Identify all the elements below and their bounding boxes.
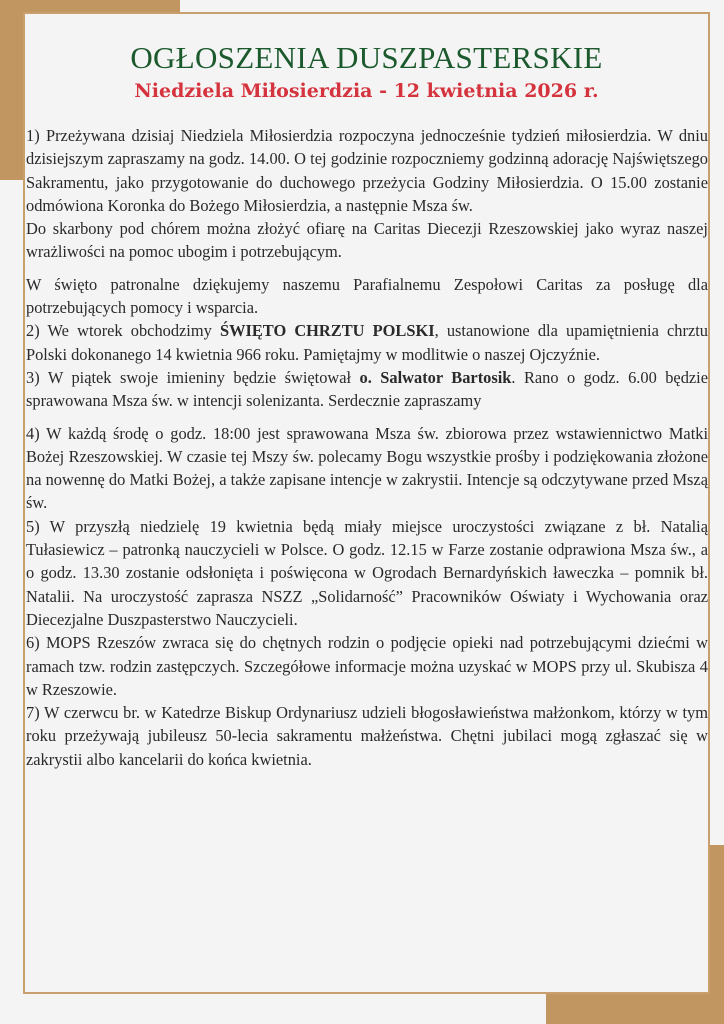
announcement-1: 1) Przeżywana dzisiaj Niedziela Miłosierdzia rozpoczyna jednocześnie tydzień miłosierdzia. W dniu dzisiejszym zapraszamy na godz. 14.00. O tej godzinie rozpoczniemy godzinną adorację Najświętszego Sakramentu, jako przygotowanie do duchowego przeżycia Godziny Miłosierdzia. O 15.00 zostanie odmówiona Koronka do Bożego Miłosierdzia, a następnie Msza św. [26, 126, 708, 215]
announcement-3-text-post: . Rano o godz. 6.00 będzie sprawowana Msza św. w intencji solenizanta. Serdecznie zapraszamy [26, 367, 709, 411]
announcement-frame [23, 12, 710, 994]
announcement-2-text-post: , ustanowione dla upamiętnienia chrztu Polski dokonanego 14 kwietnia 966 roku. Pamiętajmy w modlitwie o naszej Ojczyźnie. [26, 321, 708, 364]
announcement-1-caritas-offering: Do skarbony pod chórem można złożyć ofiarę na Caritas Diecezji Rzeszowskiej jako wyraz naszej wrażliwości na pomoc ubogim i potrzebującym. [26, 219, 708, 262]
announcement-2-highlight: ŚWIĘTO CHRZTU POLSKI [219, 321, 435, 341]
page-title: OGŁOSZENIA DUSZPASTERSKIE [130, 40, 603, 75]
announcement-3 [25, 366, 709, 413]
announcements-body [25, 124, 709, 771]
announcement-6: 6) MOPS Rzeszów zwraca się do chętnych rodzin o podjęcie opieki nad potrzebującymi dziećmi w ramach tzw. rodzin zastępczych. Szczegółowe informacje można uzyskać w MOPS przy ul. Skubisza 4 w Rzeszowie. [26, 633, 708, 699]
page-subtitle-date: Niedziela Miłosierdzia - 12 kwietnia 2026 r. [134, 80, 599, 102]
announcement-1-caritas-thanks: W święto patronalne dziękujemy naszemu Parafialnemu Zespołowi Caritas za posługę dla potrzebujących pomocy i wsparcia. [26, 274, 708, 318]
announcement-3-text-pre: 3) W piątek swoje imieniny będzie świętował [26, 367, 360, 387]
announcement-4: 4) W każdą środę o godz. 18:00 jest sprawowana Msza św. zbiorowa przez wstawiennictwo Matki Bożej Rzeszowskiej. W czasie tej Mszy św. polecamy Bogu wszystkie prośby i podziękowania złożone na nowennę do Matki Bożej, a także zapisane intencje w zakrystii. Intencje są odczytywane przed Mszą św. [26, 423, 708, 513]
announcement-2 [25, 319, 709, 366]
announcement-7: 7) W czerwcu br. w Katedrze Biskup Ordynariusz udzieli błogosławieństwa małżonkom, którzy w tym roku przeżywają jubileusz 50-lecia sakramentu małżeństwa. Chętni jubilaci mogą zgłaszać się w zakrystii albo kancelarii do końca kwietnia. [26, 703, 708, 769]
announcement-2-text-pre: 2) We wtorek obchodzimy [26, 321, 220, 341]
announcement-3-highlight: o. Salwator Bartosik [359, 367, 512, 387]
announcement-5: 5) W przyszłą niedzielę 19 kwietnia będą miały miejsce uroczystości związane z bł. Natalią Tułasiewicz – patronką nauczycieli w Polsce. O godz. 12.15 w Farze zostanie odprawiona Msza św., a o godz. 13.30 zostanie odsłonięta i poświęcona w Ogrodach Bernardyńskich ławeczka – pomnik bł. Natalii. Na uroczystość zaprasza NSZZ „Solidarność” Pracowników Oświaty i Wychowania oraz Diecezjalne Duszpasterstwo Nauczycieli. [26, 516, 708, 629]
